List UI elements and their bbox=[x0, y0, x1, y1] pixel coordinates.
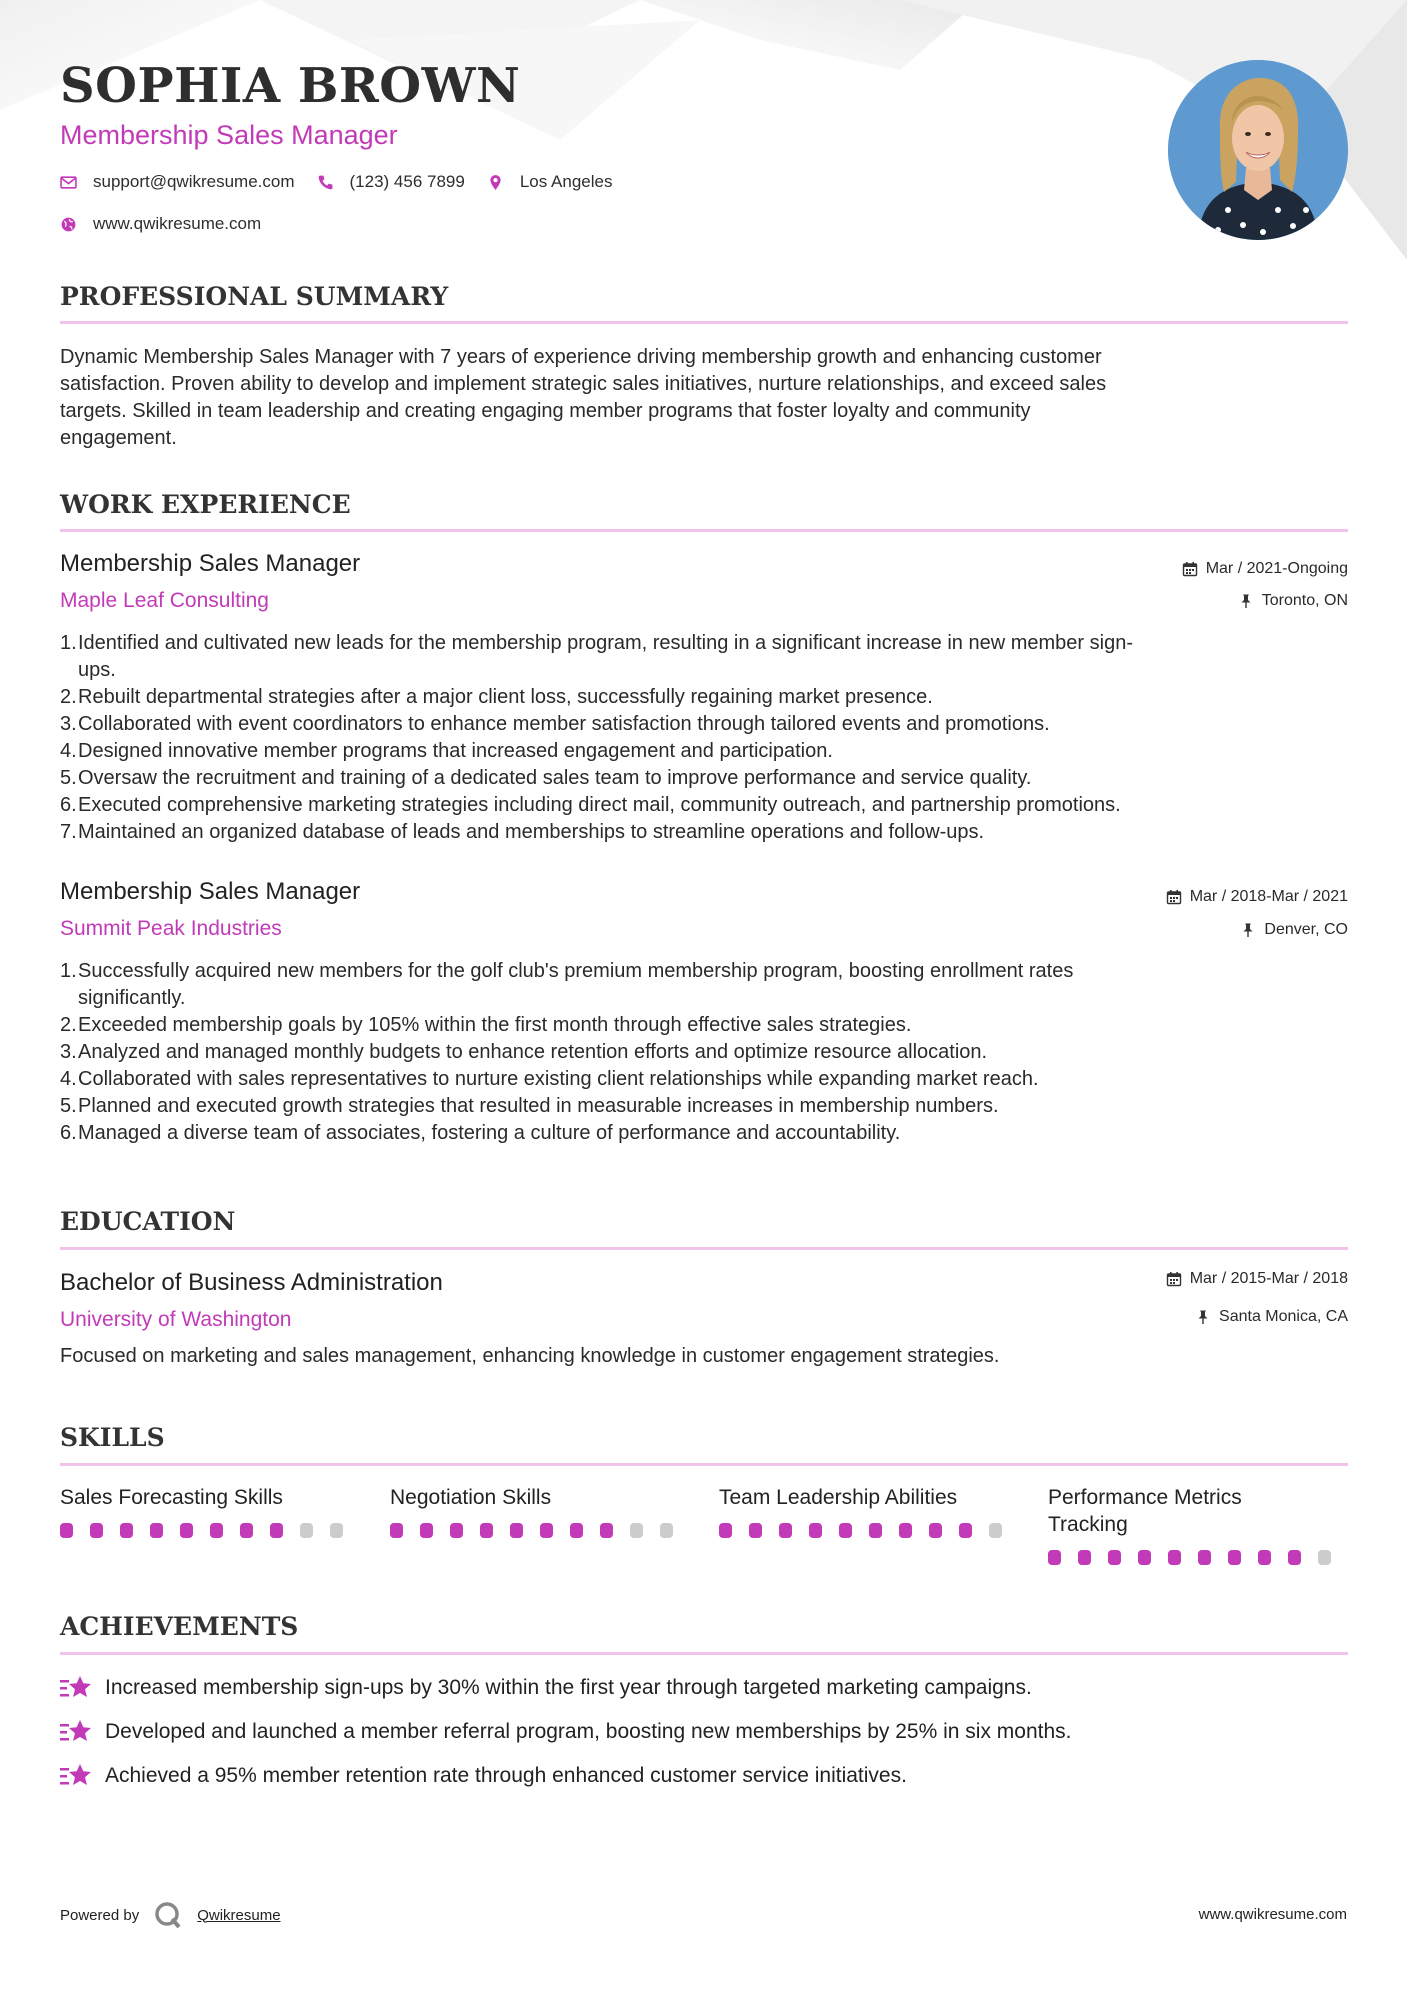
skill-item bbox=[390, 1484, 690, 1538]
skill-dot-filled bbox=[180, 1523, 193, 1538]
list-item bbox=[60, 958, 1348, 1012]
education-heading: EDUCATION bbox=[60, 1207, 236, 1236]
bullet-number: 5. bbox=[60, 1095, 77, 1117]
bullet-number: 6. bbox=[60, 1122, 77, 1144]
skill-name bbox=[60, 1484, 360, 1511]
skill-rating bbox=[719, 1523, 1019, 1538]
section-divider bbox=[60, 1652, 1348, 1655]
bullet-line: Collaborated with sales representatives to nurture existing client relationships while expanding market reach. bbox=[78, 1068, 1039, 1090]
skill-dot-filled bbox=[420, 1523, 433, 1538]
skill-dot-filled bbox=[480, 1523, 493, 1538]
calendar-icon bbox=[1166, 889, 1182, 905]
skill-name-line: Negotiation Skills bbox=[390, 1486, 552, 1509]
skill-dot-filled bbox=[959, 1523, 972, 1538]
summary-line: Dynamic Membership Sales Manager with 7 years of experience driving membership growth and enhancing customer bbox=[60, 346, 1102, 368]
section-divider bbox=[60, 321, 1348, 324]
bullet-line: Oversaw the recruitment and training of a dedicated sales team to improve performance and service quality. bbox=[78, 767, 1032, 789]
skill-dot-filled bbox=[270, 1523, 283, 1538]
contact-website[interactable] bbox=[60, 214, 261, 234]
list-item bbox=[60, 1039, 1348, 1066]
bullet-line: ups. bbox=[78, 659, 116, 681]
bullet-line: Managed a diverse team of associates, fostering a culture of performance and accountability. bbox=[78, 1122, 901, 1144]
bullet-number: 5. bbox=[60, 767, 77, 789]
skill-dot-filled bbox=[719, 1523, 732, 1538]
skill-dot-filled bbox=[1198, 1550, 1211, 1565]
skill-dot-filled bbox=[510, 1523, 523, 1538]
skill-dot-empty bbox=[300, 1523, 313, 1538]
skill-name bbox=[1048, 1484, 1348, 1538]
list-item bbox=[60, 1093, 1348, 1120]
bullet-line: significantly. bbox=[78, 987, 186, 1009]
skill-dot-filled bbox=[1228, 1550, 1241, 1565]
achievement-text: Increased membership sign-ups by 30% within the first year through targeted marketing campaigns. bbox=[105, 1676, 1032, 1699]
skill-dot-filled bbox=[120, 1523, 133, 1538]
bullet-line: Successfully acquired new members for the golf club's premium membership program, boosting enrollment rates bbox=[78, 960, 1074, 982]
bullet-number: 4. bbox=[60, 740, 77, 762]
education-description: Focused on marketing and sales management, enhancing knowledge in customer engagement strategies. bbox=[60, 1345, 1000, 1367]
section-divider bbox=[60, 529, 1348, 532]
job-dates-text: Mar / 2018-Mar / 2021 bbox=[1189, 888, 1348, 905]
skill-rating bbox=[1048, 1550, 1348, 1565]
skill-dot-empty bbox=[330, 1523, 343, 1538]
qwikresume-logo-icon bbox=[153, 1900, 183, 1930]
skill-name-line: Team Leadership Abilities bbox=[719, 1486, 958, 1509]
skill-dot-filled bbox=[899, 1523, 912, 1538]
skill-dot-filled bbox=[1258, 1550, 1271, 1565]
skill-dot-filled bbox=[150, 1523, 163, 1538]
skill-item bbox=[60, 1484, 360, 1538]
education-degree: Bachelor of Business Administration bbox=[60, 1269, 443, 1296]
skill-dot-filled bbox=[1138, 1550, 1151, 1565]
job-dates bbox=[1182, 560, 1348, 578]
skill-dot-filled bbox=[1078, 1550, 1091, 1565]
envelope-icon bbox=[60, 174, 77, 191]
bullet-number: 2. bbox=[60, 1014, 77, 1036]
skill-dot-filled bbox=[1168, 1550, 1181, 1565]
achievement-item bbox=[60, 1718, 1072, 1746]
achievement-item bbox=[60, 1762, 907, 1790]
job-bullets bbox=[60, 630, 1348, 846]
skill-dot-filled bbox=[1048, 1550, 1061, 1565]
bullet-line: Identified and cultivated new leads for the membership program, resulting in a significant increase in new member sign- bbox=[78, 632, 1133, 654]
skill-dot-filled bbox=[540, 1523, 553, 1538]
calendar-icon bbox=[1166, 1271, 1182, 1287]
contact-row-website bbox=[60, 214, 283, 234]
job-location bbox=[1240, 921, 1348, 939]
bullet-number: 1. bbox=[60, 960, 77, 982]
achievements-heading: ACHIEVEMENTS bbox=[60, 1612, 299, 1641]
list-item bbox=[60, 711, 1348, 738]
skill-dot-filled bbox=[929, 1523, 942, 1538]
bullet-number: 4. bbox=[60, 1068, 77, 1090]
skill-dot-empty bbox=[1318, 1550, 1331, 1565]
skill-dot-empty bbox=[989, 1523, 1002, 1538]
skill-name-line: Performance Metrics bbox=[1048, 1486, 1242, 1509]
skill-dot-filled bbox=[210, 1523, 223, 1538]
achievement-item bbox=[60, 1674, 1032, 1702]
list-item bbox=[60, 819, 1348, 846]
achievement-text: Developed and launched a member referral program, boosting new memberships by 25% in six months. bbox=[105, 1720, 1072, 1743]
list-item bbox=[60, 765, 1348, 792]
skill-dot-filled bbox=[390, 1523, 403, 1538]
job-company: Maple Leaf Consulting bbox=[60, 589, 269, 612]
job-dates-text: Mar / 2021-Ongoing bbox=[1205, 560, 1348, 577]
list-item bbox=[60, 684, 1348, 711]
skill-dot-filled bbox=[1108, 1550, 1121, 1565]
candidate-role: Membership Sales Manager bbox=[60, 120, 398, 150]
bullet-number: 2. bbox=[60, 686, 77, 708]
bullet-number: 7. bbox=[60, 821, 77, 843]
job-location-text: Toronto, ON bbox=[1261, 592, 1348, 609]
skill-dot-filled bbox=[779, 1523, 792, 1538]
footer-powered-by bbox=[60, 1900, 281, 1930]
star-icon bbox=[60, 1674, 93, 1702]
phone-icon bbox=[317, 174, 334, 191]
bullet-line: Exceeded membership goals by 105% within the first month through effective sales strategies. bbox=[78, 1014, 912, 1036]
qwikresume-link[interactable]: Qwikresume bbox=[197, 1906, 281, 1924]
skill-dot-filled bbox=[600, 1523, 613, 1538]
calendar-icon bbox=[1182, 561, 1198, 577]
pushpin-icon bbox=[1238, 593, 1254, 609]
skill-dot-filled bbox=[809, 1523, 822, 1538]
job-company: Summit Peak Industries bbox=[60, 917, 282, 940]
bullet-number: 3. bbox=[60, 1041, 77, 1063]
achievement-text: Achieved a 95% member retention rate through enhanced customer service initiatives. bbox=[105, 1764, 907, 1787]
bullet-line: Rebuilt departmental strategies after a major client loss, successfully regaining market presence. bbox=[78, 686, 933, 708]
education-location-text: Santa Monica, CA bbox=[1219, 1308, 1348, 1325]
map-pin-icon bbox=[487, 174, 504, 191]
education-dates-text: Mar / 2015-Mar / 2018 bbox=[1189, 1270, 1348, 1287]
contact-phone[interactable] bbox=[317, 172, 465, 192]
bullet-text bbox=[78, 630, 1133, 684]
powered-by-label: Powered by bbox=[60, 1906, 140, 1924]
list-item bbox=[60, 1012, 1348, 1039]
contact-location bbox=[487, 172, 613, 192]
star-icon bbox=[60, 1762, 93, 1790]
profile-photo bbox=[1168, 60, 1348, 240]
candidate-name: SOPHIA BROWN bbox=[60, 58, 521, 114]
skill-dot-filled bbox=[869, 1523, 882, 1538]
summary-line: targets. Skilled in team leadership and creating engaging member programs that foster loyalty and community bbox=[60, 400, 1031, 422]
education-school: University of Washington bbox=[60, 1308, 292, 1331]
job-title: Membership Sales Manager bbox=[60, 550, 361, 577]
skill-dot-filled bbox=[839, 1523, 852, 1538]
portrait-illustration bbox=[1168, 60, 1348, 240]
list-item bbox=[60, 738, 1348, 765]
bullet-line: Analyzed and managed monthly budgets to enhance retention efforts and optimize resource allocation. bbox=[78, 1041, 988, 1063]
bullet-line: Designed innovative member programs that increased engagement and participation. bbox=[78, 740, 833, 762]
bullet-number: 3. bbox=[60, 713, 77, 735]
skill-name bbox=[390, 1484, 690, 1511]
skill-dot-filled bbox=[240, 1523, 253, 1538]
phone-text: (123) 456 7899 bbox=[349, 172, 465, 191]
skill-dot-filled bbox=[450, 1523, 463, 1538]
bullet-text bbox=[78, 958, 1073, 1012]
job-location bbox=[1238, 592, 1348, 610]
bullet-line: Planned and executed growth strategies that resulted in measurable increases in membership numbers. bbox=[78, 1095, 999, 1117]
skill-dot-filled bbox=[749, 1523, 762, 1538]
job-title: Membership Sales Manager bbox=[60, 878, 361, 905]
section-divider bbox=[60, 1247, 1348, 1250]
location-text: Los Angeles bbox=[519, 172, 613, 191]
list-item bbox=[60, 630, 1348, 684]
job-bullets bbox=[60, 958, 1348, 1147]
skill-name-line: Sales Forecasting Skills bbox=[60, 1486, 283, 1509]
list-item bbox=[60, 1120, 1348, 1147]
education-location bbox=[1195, 1308, 1348, 1326]
list-item bbox=[60, 1066, 1348, 1093]
bullet-line: Executed comprehensive marketing strategies including direct mail, community outreach, and partnership promotions. bbox=[78, 794, 1121, 816]
bullet-number: 6. bbox=[60, 794, 77, 816]
job-location-text: Denver, CO bbox=[1264, 921, 1348, 938]
skill-rating bbox=[60, 1523, 360, 1538]
skill-name bbox=[719, 1484, 1019, 1511]
bullet-line: Maintained an organized database of leads and memberships to streamline operations and follow-ups. bbox=[78, 821, 985, 843]
summary-text bbox=[60, 344, 1348, 452]
skills-heading: SKILLS bbox=[60, 1423, 165, 1452]
summary-line: satisfaction. Proven ability to develop and implement strategic sales initiatives, nurture relationships, and exceed sales bbox=[60, 373, 1107, 395]
pushpin-icon bbox=[1195, 1309, 1211, 1325]
skill-dot-filled bbox=[90, 1523, 103, 1538]
star-icon bbox=[60, 1718, 93, 1746]
job-dates bbox=[1166, 888, 1348, 906]
experience-heading: WORK EXPERIENCE bbox=[60, 490, 351, 519]
skill-rating bbox=[390, 1523, 690, 1538]
summary-heading: PROFESSIONAL SUMMARY bbox=[60, 282, 449, 311]
website-text: www.qwikresume.com bbox=[93, 214, 262, 233]
contact-row bbox=[60, 172, 634, 192]
summary-line: engagement. bbox=[60, 427, 177, 449]
skill-dot-empty bbox=[660, 1523, 673, 1538]
skill-dot-filled bbox=[60, 1523, 73, 1538]
footer-website[interactable]: www.qwikresume.com bbox=[1198, 1906, 1347, 1923]
section-divider bbox=[60, 1463, 1348, 1466]
skill-dot-filled bbox=[570, 1523, 583, 1538]
list-item bbox=[60, 792, 1348, 819]
bullet-line: Collaborated with event coordinators to enhance member satisfaction through tailored events and promotions. bbox=[78, 713, 1050, 735]
skill-item bbox=[1048, 1484, 1348, 1565]
globe-icon bbox=[60, 216, 77, 233]
pushpin-icon bbox=[1240, 922, 1256, 938]
skill-name-line: Tracking bbox=[1048, 1513, 1128, 1536]
bullet-number: 1. bbox=[60, 632, 77, 654]
contact-email[interactable] bbox=[60, 172, 295, 192]
email-text: support@qwikresume.com bbox=[93, 172, 295, 191]
education-dates bbox=[1166, 1270, 1348, 1288]
skill-dot-empty bbox=[630, 1523, 643, 1538]
skill-dot-filled bbox=[1288, 1550, 1301, 1565]
skill-item bbox=[719, 1484, 1019, 1538]
